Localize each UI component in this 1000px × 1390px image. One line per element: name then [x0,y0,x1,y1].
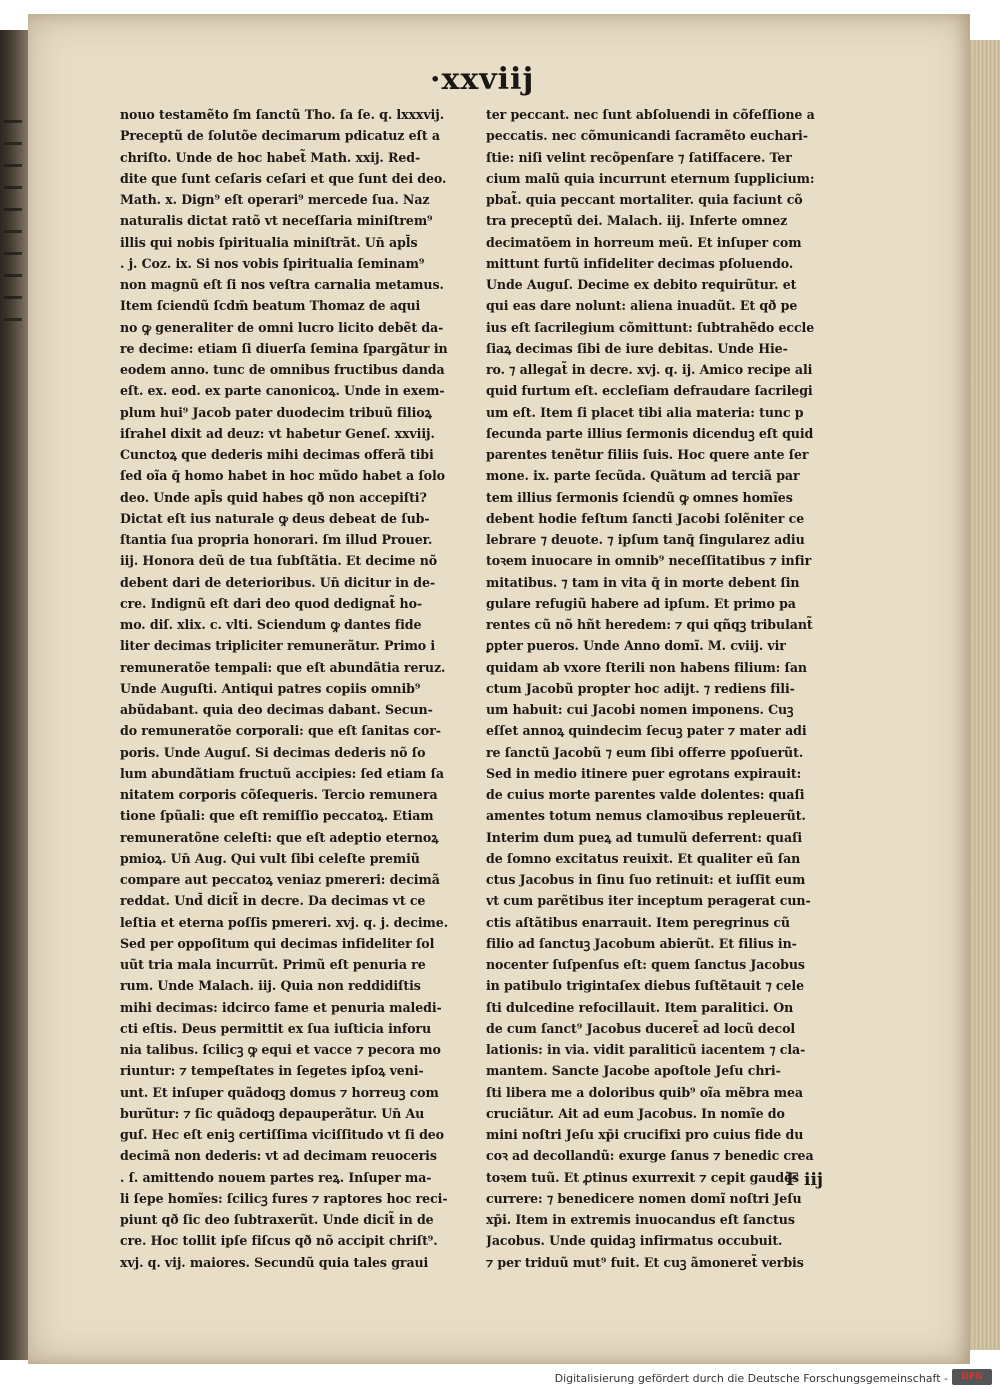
bleed-mark [4,230,22,233]
text-line: non magnũ eſt ſi nos veſtra carnalia metamus. [120,277,444,292]
text-line: ſtie: niſi velint recõpenſare ⁊ ſatiſfacere. Ter [486,149,792,165]
text-line: rentes cũ nõ hñt heredem: ⁊ qui qñqꝫ tribulant̃ [486,617,813,632]
text-line: mo. diſ. xlix. c. vlti. Sciendum ꝙ dantes fide [120,617,422,632]
text-line: lebrare ⁊ deuote. ⁊ ipſum tanq̄ ſingularez adiu [486,532,805,547]
text-line: tem illius ſermonis ſciendũ ꝙ omnes homĩes [486,489,793,505]
text-line: filio ad ſanctuꝫ Jacobum abierũt. Et filius in- [486,935,797,951]
text-line: cti eſtis. Deus permittit ex ſua iuſticia inforu [120,1020,432,1036]
text-line: re decime: etiam ſi diuerſa ſemina ſpargãtur in [120,340,448,356]
text-line: ctum Jacobũ propter hoc adijt. ⁊ rediens fili- [486,680,795,696]
text-line: eſſet annoꝝ quindecim ſecuꝫ pater ⁊ mater adi [486,723,807,739]
text-line: unt. Et inſuper quãdoqꝫ domus ⁊ horreuꝫ com [120,1084,439,1100]
text-line: um eſt. Item ſi placet tibi alia materia: tunc p [486,404,804,420]
text-line: dite que ſunt ceſaris ceſari et que ſunt dei deo. [120,170,447,186]
text-line: abũdabant. quia deo decimas dabant. Secun- [120,702,433,717]
bleed-mark [4,208,22,211]
text-line: toꝛem tuũ. Et ꝓtinus exurrexit ⁊ cepit gaudẽs [486,1169,800,1185]
text-line: Math. x. Dign⁹ eſt operari⁹ mercede ſua. Naz [120,192,430,207]
text-line: amentes totum nemus clamoꝛibus repleuerũt. [486,808,806,824]
text-line: ter peccant. nec ſunt abſoluendi in cõfeſſione a [486,107,815,122]
text-line: mone. ix. parte ſecũda. Quãtum ad terciã par [486,468,800,484]
book-spine-edge [0,30,30,1360]
page-stack-edge [968,40,1000,1350]
text-line: . j. Coz. ix. Si nos vobis ſpiritualia ſeminam⁹ [120,255,425,271]
text-line: reddat. Und̄ dicit̃ in decre. Da decimas vt ce [120,893,426,909]
text-line: ſiaꝝ decimas ſibi de iure debitas. Unde Hie- [486,340,788,356]
text-line: mitatibus. ⁊ tam in vita q̄ in morte debent ſin [486,574,800,590]
text-line: ſti libera me a doloribus quib⁹ oĩa mẽbra mea [486,1084,803,1100]
right-text-column [486,104,844,1273]
text-line: de ſomno excitatus reuixit. Et qualiter eũ ſan [486,850,801,866]
text-line: li ſepe homĩes: ſcilicꝫ fures ⁊ raptores hoc reci- [120,1190,448,1206]
text-line: toꝛem inuocare in omnib⁹ neceſſitatibus ⁊ infir [486,553,812,569]
text-line: eodem anno. tunc de omnibus fructibus danda [120,362,445,377]
text-line: naturalis dictat ratõ vt neceſſaria miniſtrem⁹ [120,213,433,229]
text-line: tra preceptũ dei. Malach. iij. Inferte omnez [486,213,788,229]
text-line: cium malũ quia incurrunt eternum ſupplicium: [486,170,815,186]
text-line: liter decimas tripliciter remunerãtur. Primo i [120,638,436,654]
text-line: compare aut peccatoꝝ veniaz pmereri: decimã [120,872,440,887]
text-line: uũt tria mala incurrũt. Primũ eſt penuria re [120,957,426,972]
text-line: eſt. ex. eod. ex parte canonicoꝝ. Unde in exem- [120,383,445,399]
text-line: xp̄i. Item in extremis inuocandus eſt ſanctus [486,1212,795,1227]
text-line: iij. Honora deũ de tua ſubſtãtia. Et decime nõ [120,553,438,569]
text-line: Unde Auguſti. Antiqui patres copiis omnib⁹ [120,680,421,696]
footer-credit: Digitalisierung gefördert durch die Deutsche Forschungsgemeinschaft - [554,1372,948,1385]
text-line: Sed in medio itinere puer egrotans expirauit: [486,765,802,781]
text-line: Interim dum pueꝝ ad tumulũ deferrent: quaſi [486,829,803,845]
bleed-mark [4,120,22,123]
dfg-logo [952,1369,992,1385]
text-line: . ſ. amittendo nouem partes reꝝ. Inſuper ma- [120,1169,432,1185]
text-line: lum abundãtiam fructuũ accipies: ſed etiam ſa [120,765,444,781]
text-line: mihi decimas: idcirco fame et penuria maledi- [120,999,442,1015]
text-line: lationis: in via. vidit paraliticũ iacentem ⁊ cla- [486,1042,806,1057]
text-line: ⁊ per triduũ mut⁹ fuit. Et cuꝫ ãmoneret̃ verbis [486,1254,804,1270]
text-line: ſtantia ſua propria honorari. ſm illud Prouer. [120,532,433,547]
text-line: ro. ⁊ allegat̃ in decre. xvj. q. ij. Amico recipe ali [486,362,813,377]
bleed-mark [4,186,22,189]
text-line: xvj. q. vij. maiores. Secundũ quia tales graui [120,1254,429,1270]
text-line: mini noſtri Jeſu xp̄i crucifixi pro cuius fide du [486,1127,804,1142]
text-line: nocenter ſuſpenſus eſt: quem ſanctus Jacobus [486,957,805,972]
text-line: in patibulo trigintaſex diebus ſuſtẽtauit ⁊ cele [486,978,805,994]
text-line: ſti dulcedine refocillauit. Item paralitici. On [486,999,794,1015]
text-line: decimatõem in horreum meũ. Et inſuper com [486,234,802,250]
text-line: cruciãtur. Ait ad eum Jacobus. In nomĩe do [486,1105,785,1121]
text-line: quidam ab vxore ſterili non habens filium: ſan [486,659,807,675]
text-line: ſecunda parte illius ſermonis dicenduꝫ eſt quid [486,425,814,441]
text-line: de cum ſanct⁹ Jacobus duceret̃ ad locũ decol [486,1020,796,1036]
text-line: peccatis. nec cõmunicandi ſacramẽto euchari- [486,128,808,144]
text-line: Unde Auguſ. Decime ex debito requirũtur. et [486,277,797,292]
text-line: illis qui nobis ſpiritualia miniſtrãt. Un̄ apl̄s [120,234,418,250]
text-line: ſed oĩa q̄ homo habet in hoc mũdo habet a ſolo [120,468,445,484]
text-line: nia talibus. ſcilicꝫ ꝙ equi et vacce ⁊ pecora mo [120,1042,441,1057]
signature-mark: F iij [786,1170,824,1190]
text-line: ctis aſtãtibus enarrauit. Item peregrinus cũ [486,914,790,930]
text-line: chriſto. Unde de hoc habet̃ Math. xxij. Red- [120,149,421,165]
text-line: tione ſpũali: que eſt remiſſio peccatoꝝ. Etiam [120,808,434,824]
text-line: Sed per oppoſitum qui decimas infideliter ſol [120,935,435,951]
text-line: de cuius morte parentes valde dolentes: quaſi [486,787,805,802]
text-line: Item ſciendũ ſcdm̄ beatum Thomaz de aqui [120,298,421,314]
text-line: gulare refugiũ habere ad ipſum. Et primo pa [486,595,796,611]
bleed-mark [4,164,22,167]
text-line: guſ. Hec eſt eniꝫ certiſſima viciſſitudo vt ſi deo [120,1127,444,1142]
text-line: nitatem corporis cõſequeris. Tercio remunera [120,787,438,802]
left-text-column [120,104,478,1273]
text-line: burũtur: ⁊ ſic quãdoqꝫ depauperãtur. Un̄ Au [120,1105,425,1121]
text-line: remuneratõe tempali: que eſt abundãtia reruz. [120,659,446,675]
bleed-mark [4,252,22,255]
text-line: debent hodie feſtum ſancti Jacobi ſolẽniter ce [486,510,805,526]
text-line: deo. Unde apl̄s quid habes qð non accepiſti? [120,489,427,505]
text-line: quid furtum eſt. eccleſiam defraudare ſacrilegi [486,383,813,399]
text-line: Preceptũ de ſolutõe decimarum pdicatuz eſt a [120,128,440,144]
text-line: qui eas dare nolunt: aliena inuadũt. Et qð pe [486,298,798,314]
text-line: debent dari de deterioribus. Un̄ dicitur in de- [120,574,436,590]
text-line: coꝛ ad decollandũ: exurge ſanus ⁊ benedic crea [486,1148,814,1164]
text-line: rum. Unde Malach. iij. Quia non reddidiſtis [120,978,421,994]
text-line: pmioꝝ. Un̄ Aug. Qui vult ſibi celeſte premiũ [120,850,420,866]
text-line: um habuit: cui Jacobi nomen imponens. Cuꝫ [486,702,794,717]
bleed-mark [4,142,22,145]
text-line: Jacobus. Unde quidaꝫ infirmatus occubuit. [486,1233,783,1249]
text-line: currere: ⁊ benedicere nomen domĩ noſtri Jeſu [486,1190,802,1206]
text-line: ctus Jacobus in ſinu ſuo retinuit: et iuſſit eum [486,872,806,887]
bleed-mark [4,274,22,277]
text-line: vt cum parẽtibus iter inceptum peragerat cun- [486,893,811,909]
folio-number: ·xxviij [430,62,535,97]
text-line: cre. Indignũ eſt dari deo quod dedignat̃ ho- [120,595,422,611]
text-line: re ſanctũ Jacobũ ⁊ eum ſibi offerre pꝑoſuerũt. [486,744,804,760]
text-line: ius eſt ſacrilegium cõmittunt: ſubtrahẽdo eccle [486,319,815,335]
text-line: leſtia et eterna poſſis pmereri. xvj. q. j. decime. [120,914,448,930]
bleed-mark [4,318,22,321]
text-line: iſrahel dixit ad deuz: vt habetur Geneſ. xxviij. [120,425,435,441]
text-line: do remuneratõe corporali: que eſt ſanitas cor- [120,723,441,739]
text-line: plum hui⁹ Jacob pater duodecim tribuũ filioꝝ [120,404,432,420]
bleed-mark [4,296,22,299]
text-line: cre. Hoc tollit ipſe fiſcus qð nõ accipit chriſt⁹. [120,1233,438,1249]
text-line: piunt qð ſic deo ſubtraxerũt. Unde dicit̃ in de [120,1212,434,1227]
text-line: remuneratõne celeſti: que eſt adeptio eternoꝝ [120,829,439,845]
text-line: pbat̃. quia peccant mortaliter. quia faciunt cõ [486,192,803,207]
text-line: decimã non dederis: vt ad decimam reuoceris [120,1148,437,1164]
text-line: riuntur: ⁊ tempeſtates in ſegetes ipſoꝝ veni- [120,1063,424,1079]
dfg-logo-text: DFG [961,1372,983,1382]
text-line: mittunt furtũ infideliter decimas pſoluendo. [486,255,794,271]
text-line: poris. Unde Auguſ. Si decimas dederis nõ ſo [120,744,426,760]
text-line: ꝑpter pueros. Unde Anno domĩ. M. cviij. vir [486,638,786,654]
text-line: Cunctoꝝ que dederis mihi decimas offerã tibi [120,447,434,462]
text-line: Dictat eſt ius naturale ꝙ deus debeat de ſub- [120,510,430,526]
text-line: no ꝙ generaliter de omni lucro licito debẽt da- [120,319,444,335]
text-line: mantem. Sancte Jacobe apoſtole Jeſu chri- [486,1063,781,1079]
text-line: nouo testamẽto ſm ſanctũ Tho. ſa ſe. q. lxxxvij. [120,107,444,122]
text-line: parentes tenẽtur filiis ſuis. Hoc quere ante ſer [486,447,809,462]
